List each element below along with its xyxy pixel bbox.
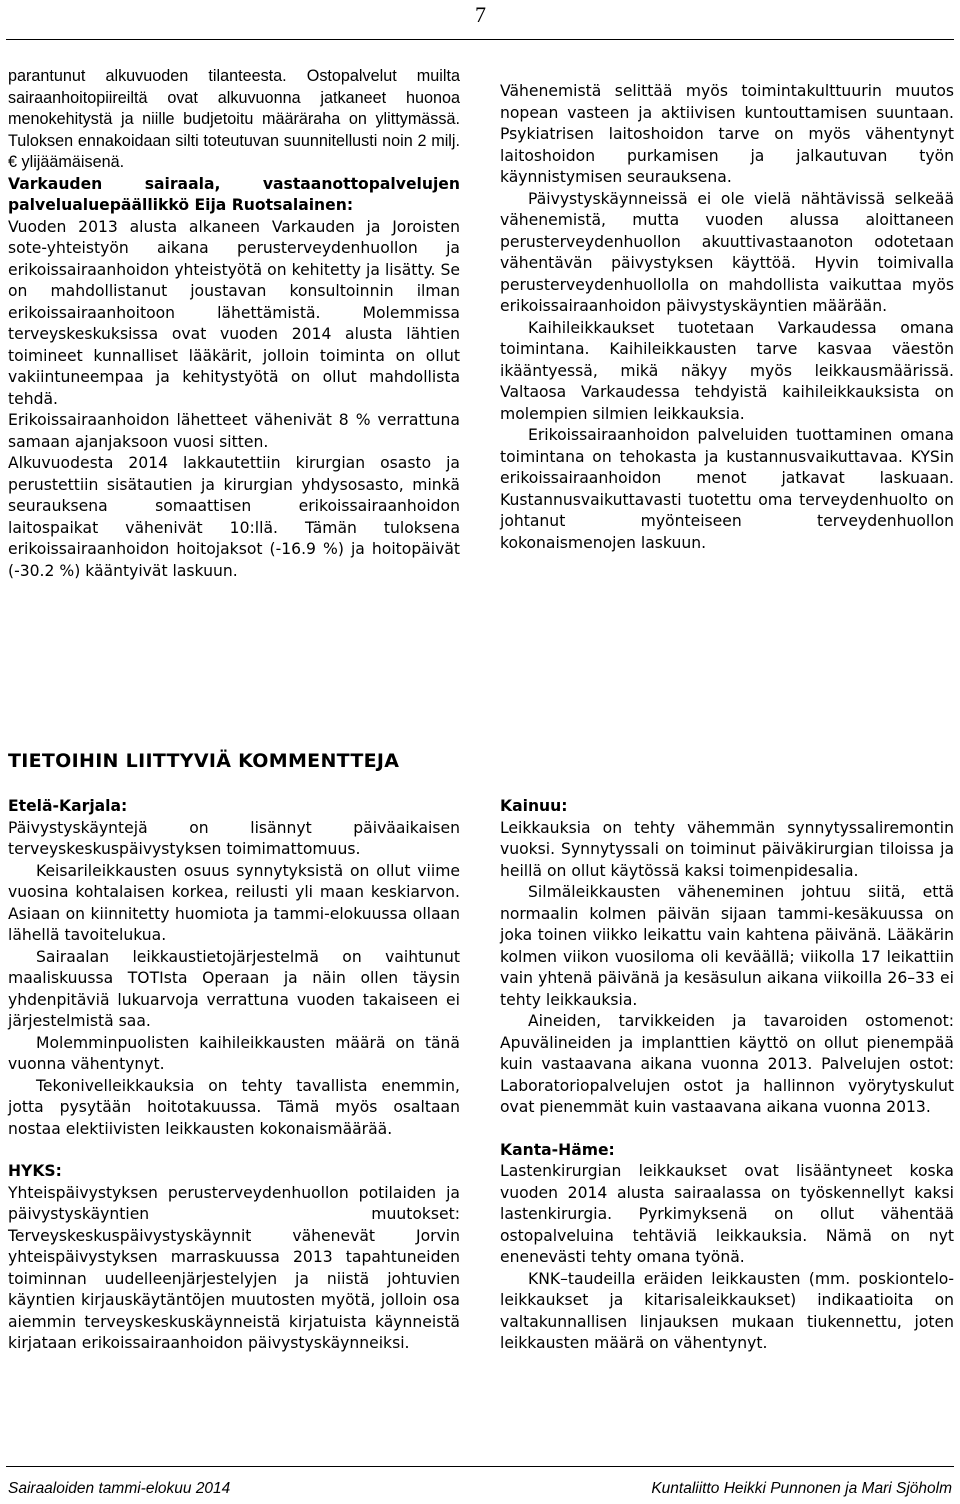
etela-karjala-heading: Etelä-Karjala: — [8, 797, 128, 815]
paragraph: Keisarileikkausten osuus synnytyksistä on ollut viime vuosina kohtalaisen korkea, reilusti yli maan keskiarvon. Asiaan on kiinnitetty huomiota ja tammi-elokuussa ollaan lähellä tavoitelukua. — [8, 861, 460, 944]
paragraph: Päivystyskäynneissä ei ole vielä nähtävissä selkeää vähenemistä, mutta vuoden alussa aloittaneen perusterveydenhuollon akuuttivastaanoton odotetaan vähentävän päivystyksen käyttöä. Hyvin toimivalla perusterveydenhuollolla on mahdollista vaikuttaa myös erikoissairaanhoidon päivystyskäyntien määrään. — [500, 189, 954, 315]
top-left-column — [8, 66, 460, 582]
paragraph: Sairaalan leikkaustietojärjestelmä on vaihtunut maaliskuussa TOTIsta Operaan ja näin ollen täysin yhdenpitäviä lukuarvoja verrattuna vuoden takaiseen ei järjestelmistä saa. — [8, 947, 460, 1030]
paragraph: Yhteispäivystyksen perusterveydenhuollon potilaiden ja päivystyskäyntien muutokset: Terveyskeskuspäivystyskäynnit vähenevät Jorvin yhteispäivystyksen marraskuussa 2013 tapahtuneiden toiminnan uudelleenjärjestelyjen ja niistä johtuvien käyntien kirjauskäytäntöjen muutosten myötä, jolloin osa aiemmin terveyskeskuskäynneistä kirjatuista käynneistä kirjataan erikoissairaanhoidon päivystyskäynneiksi. — [8, 1183, 460, 1352]
paragraph: Erikoissairaanhoidon palveluiden tuottaminen omana toimintana on tehokasta ja kustannusvaikuttavaa. KYSin erikoissairaanhoidon menot jatkavat laskuaan. Kustannusvaikuttavasti tuotettu oma terveydenhuolto on johtanut myönteiseen terveydenhuollon kokonaismenojen laskuun. — [500, 426, 954, 552]
paragraph: Alkuvuodesta 2014 lakkautettiin kirurgian osasto ja perustettiin sisätautien ja kirurgian yhdysosasto, minkä seurauksena somaattisen erikoissairaanhoidon laitospaikat vähenivät 10:llä. Tämän tuloksena erikoissairaanhoidon hoitojaksot (-16.9 %) ja hoitopäivät (-30.2 %) kääntyivät laskuun. — [8, 454, 460, 580]
paragraph: Vuoden 2013 alusta alkaneen Varkauden ja Joroisten sote-yhteistyön aikana perusterveydenhuollon ja erikoissairaanhoidon yhteistyötä on kehitetty ja lisätty. Se on mahdollistanut joustavan konsultoinnin ilman erikoissairaanhoitoon lähettämistä. Molemmissa terveyskeskuksissa ovat vuoden 2014 alusta lähtien toimineet kunnalliset lääkärit, jolloin toiminta on ollut vakiintuneempaa ja kehitystyötä on ollut mahdollista tehdä. — [8, 217, 460, 408]
header-rule — [6, 39, 954, 40]
top-right-column — [500, 81, 954, 554]
paragraph: Molemminpuolisten kaihileikkausten määrä on tänä vuonna vähentynyt. — [8, 1033, 460, 1073]
paragraph: Päivystyskäyntejä on lisännyt päiväaikaisen terveyskeskuspäivystyksen toimimattomuus. — [8, 818, 460, 858]
bottom-right-column — [500, 796, 954, 1355]
paragraph: Lastenkirurgian leikkaukset ovat lisääntyneet koska vuoden 2014 alusta sairaalassa on työskennellyt kaksi lastenkirurgia. Pyrkimyksenä on ollut vähentää ostopalveluina tehtäviä leikkauksia. Nämä on nyt enenevästi tehty omana työnä. — [500, 1162, 954, 1266]
kainuu-heading: Kainuu: — [500, 797, 568, 815]
page-number: 7 — [475, 2, 486, 27]
hyks-heading: HYKS: — [8, 1162, 62, 1180]
footer-rule — [6, 1466, 954, 1467]
intro-paragraph: parantunut alkuvuoden tilanteesta. Ostopalvelut muilta sairaanhoitopiireiltä ovat alkuvuonna jatkaneet huonoa menokehitystä ja niille budjetoitu määräraha on ylittymässä. Tuloksen ennakoidaan silti toteutuvan suunnitellusti noin 2 milj. € ylijäämäisenä. — [8, 67, 460, 171]
paragraph: KNK–taudeilla eräiden leikkausten (mm. poskionteloleikkaukset ja kitarisaleikkaukset) indikaatioita on valtakunnallisen linjauksen mukaan tiukennettu, joten leikkausten määrä on vähentynyt. — [500, 1269, 954, 1352]
paragraph: Aineiden, tarvikkeiden ja tavaroiden ostomenot: Apuvälineiden ja implanttien käyttö on ollut pienempää kuin vastaavana aikana vuonna 2013. Palvelujen ostot: Laboratoriopalvelujen ostot ja hallinnon vyörytyskulut ovat pienemmät kuin vastaavana aikana vuonna 2013. — [500, 1012, 954, 1116]
paragraph: Kaihileikkaukset tuotetaan Varkaudessa omana toimintana. Kaihileikkausten tarve kasvaa väestön ikääntyessä, mikä näkyy myös leikkausmäärissä. Valtaosa Varkaudessa tehdyistä kaihileikkauksista on molempien silmien leikkauksia. — [500, 318, 954, 423]
footer-authors: Kuntaliitto Heikki Punnonen ja Mari Sjöholm — [651, 1480, 952, 1497]
section-title: TIETOIHIN LIITTYVIÄ KOMMENTTEJA — [8, 750, 400, 772]
paragraph: Vähenemistä selittää myös toimintakulttuurin muutos nopean vasteen ja aktiivisen kuntouttamisen suuntaan. Psykiatrisen laitoshoidon tarve on myös vähentynyt laitoshoidon purkamisen ja jalkautuvan työn käynnistymisen seurauksena. — [500, 82, 954, 186]
paragraph: Erikoissairaanhoidon lähetteet vähenivät 8 % verrattuna samaan ajanjaksoon vuosi sitten. — [8, 411, 460, 451]
bottom-left-column — [8, 796, 460, 1355]
paragraph: Tekonivelleikkauksia on tehty tavallista enemmin, jotta pysytään hoitotakuussa. Tämä myös osaltaan nostaa elektiivisten leikkausten kokonaismäärää. — [8, 1076, 460, 1138]
varkaus-heading: Varkauden sairaala, vastaanottopalvelujen palvelualuepäällikkö Eija Ruotsalainen: — [8, 174, 460, 214]
footer-publication: Sairaaloiden tammi-elokuu 2014 — [8, 1480, 231, 1497]
kanta-hame-heading: Kanta-Häme: — [500, 1140, 615, 1159]
spacer — [8, 1140, 460, 1161]
paragraph: Silmäleikkausten väheneminen johtuu siitä, että normaalin kolmen päivän sijaan tammi-kesäkuussa on joka toinen viikko leikattu vain kahtena päivänä. Lääkärin kolmen viikon vuosiloma oli keväällä; viikolla 17 leikattiin vain yhtenä päivänä ja kesäsulun aikana viikoilla 26–33 ei tehty leikkauksia. — [500, 883, 954, 1009]
paragraph: Leikkauksia on tehty vähemmän synnytyssaliremontin vuoksi. Synnytyssali on toiminut päiväkirurgian tiloissa ja heillä on ollut käytössä kaksi toimenpidesalia. — [500, 818, 954, 880]
spacer — [500, 1119, 954, 1140]
